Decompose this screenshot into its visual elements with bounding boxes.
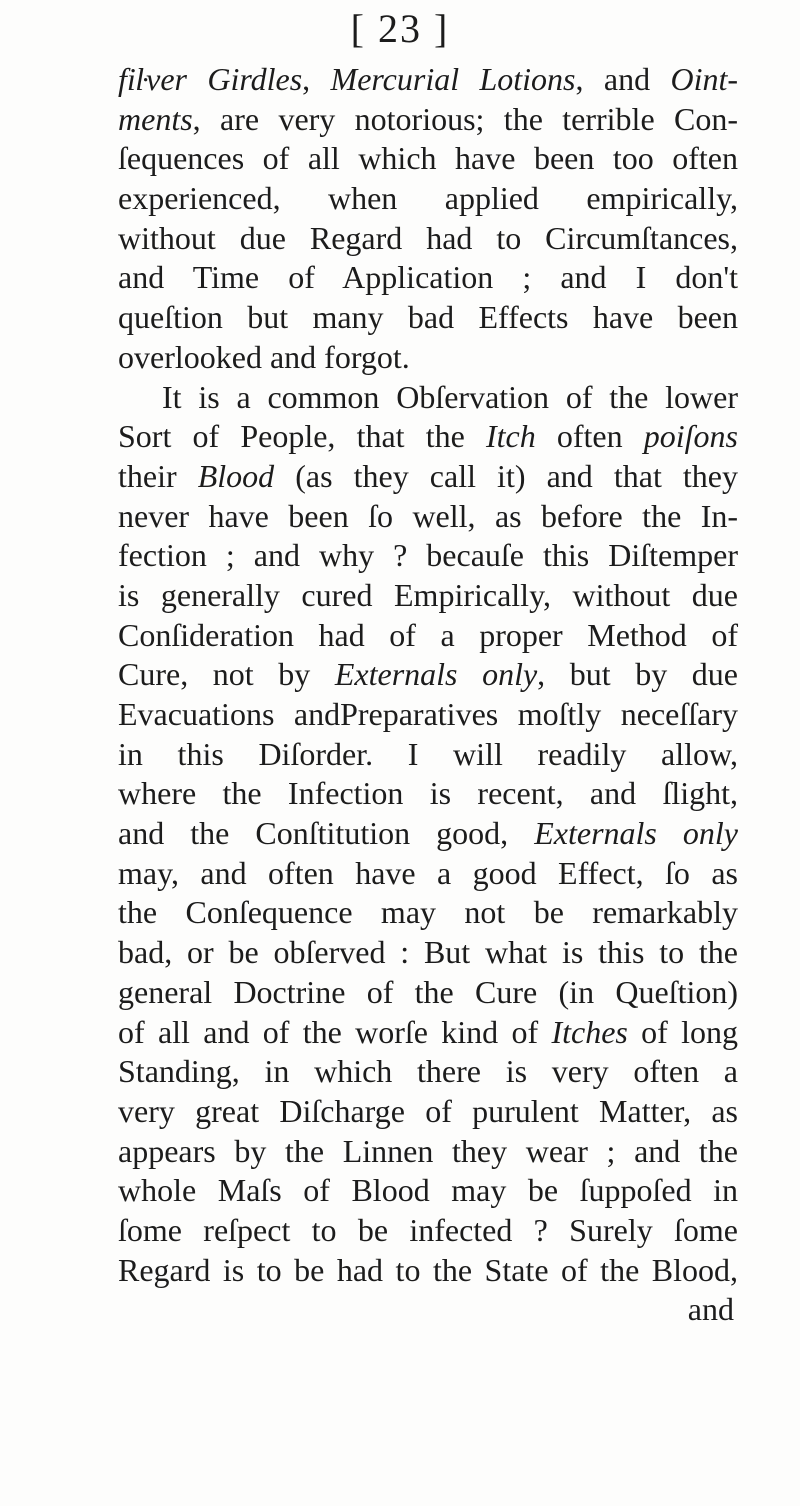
text-line — [118, 854, 738, 894]
text-line — [118, 258, 738, 298]
text-segment: bad, or be obſerved : But what is this to the — [118, 934, 738, 971]
text-segment: very great Diſcharge of purulent Matter, as — [118, 1092, 738, 1129]
text-line — [118, 497, 738, 537]
text-segment: never have been ſo well, as before the In- — [118, 497, 738, 534]
text-line — [118, 457, 738, 497]
text-segment: ſome reſpect to be infected ? Surely ſome — [118, 1211, 738, 1248]
italic-text: fiŀver Girdles — [118, 61, 303, 97]
text-line — [118, 1132, 738, 1172]
text-line — [118, 576, 738, 616]
italic-text: Mercurial Lotions — [330, 61, 576, 97]
italic-text: Externals only — [334, 656, 538, 693]
text-line — [118, 219, 738, 259]
text-segment: overlooked and forgot. — [118, 338, 410, 375]
text-segment: fection ; and why ? becauſe this Diſtemper — [118, 537, 738, 574]
page-number: [ 23 ] — [350, 6, 450, 51]
text-segment: (as they call it) and that they — [274, 457, 739, 494]
text-segment: , are very notorious; the terrible Con- — [192, 100, 738, 137]
text-line — [118, 60, 738, 100]
text-line — [118, 179, 738, 219]
text-segment: , — [302, 61, 331, 97]
text-segment: the Conſequence may not be remarkably — [118, 894, 738, 931]
text-line — [118, 417, 738, 457]
text-segment: , but by due — [537, 656, 739, 693]
text-line — [118, 536, 738, 576]
text-segment: in this Diſorder. I will readily allow, — [118, 735, 738, 772]
text-line — [118, 973, 738, 1013]
italic-text: ments — [118, 100, 193, 137]
text-line — [118, 298, 738, 338]
text-segment: Regard is to be had to the State of the Blood, — [118, 1251, 738, 1288]
italic-text: Oint- — [670, 61, 738, 97]
text-line — [118, 139, 738, 179]
text-segment: their — [118, 457, 198, 494]
text-segment: general Doctrine of the Cure (in Queſtion) — [118, 973, 738, 1010]
body-text — [118, 60, 738, 1330]
text-segment: Standing, in which there is very often a — [118, 1053, 738, 1090]
text-line — [118, 893, 738, 933]
italic-text: poiſons — [643, 418, 738, 455]
text-segment: Evacuations andPreparatives moſtly neceſſary — [118, 696, 738, 732]
text-line — [118, 1211, 738, 1251]
text-segment: and the Conſtitution good, — [118, 815, 535, 852]
text-line — [118, 1092, 738, 1132]
text-segment: , and — [575, 61, 671, 97]
text-segment: where the Infection is recent, and ſlight, — [118, 775, 738, 812]
text-segment: of all and of the worſe kind of — [118, 1013, 552, 1050]
italic-text: Externals only — [534, 815, 739, 852]
text-segment: may, and often have a good Effect, ſo as — [118, 854, 738, 891]
text-line — [118, 655, 738, 695]
text-segment: appears by the Linnen they wear ; and the — [118, 1132, 738, 1169]
text-line — [118, 338, 738, 378]
text-segment: often — [535, 418, 644, 455]
text-segment: and — [687, 1291, 734, 1328]
text-segment: queſtion but many bad Effects have been — [118, 299, 738, 336]
text-segment: and Time of Application ; and I don't — [118, 259, 738, 296]
text-line — [118, 814, 738, 854]
text-segment: Cure, not by — [118, 656, 335, 693]
text-line — [118, 735, 738, 775]
italic-text: Blood — [197, 457, 275, 494]
italic-text: Itch — [485, 418, 536, 455]
text-line — [118, 1052, 738, 1092]
text-segment: Conſideration had of a proper Method of — [118, 616, 738, 653]
text-segment: experienced, when applied empirically, — [118, 180, 738, 217]
text-segment: is generally cured Empirically, without due — [118, 576, 738, 613]
text-line — [118, 100, 738, 140]
text-segment: Sort of People, that the — [118, 418, 486, 455]
catchword — [118, 1290, 738, 1330]
text-line — [118, 378, 738, 418]
text-segment: whole Maſs of Blood may be ſuppoſed in — [118, 1172, 738, 1209]
text-segment: without due Regard had to Circumſtances, — [118, 219, 738, 256]
text-segment: It is a common Obſervation of the lower — [162, 378, 738, 415]
text-line — [118, 933, 738, 973]
text-segment: of long — [627, 1013, 738, 1050]
text-line — [118, 1251, 738, 1291]
text-line — [118, 695, 738, 735]
text-line — [118, 616, 738, 656]
text-line — [118, 774, 738, 814]
text-segment: ſequences of all which have been too often — [118, 140, 738, 177]
text-line — [118, 1171, 738, 1211]
text-line — [118, 1013, 738, 1053]
italic-text: Itches — [551, 1013, 628, 1050]
